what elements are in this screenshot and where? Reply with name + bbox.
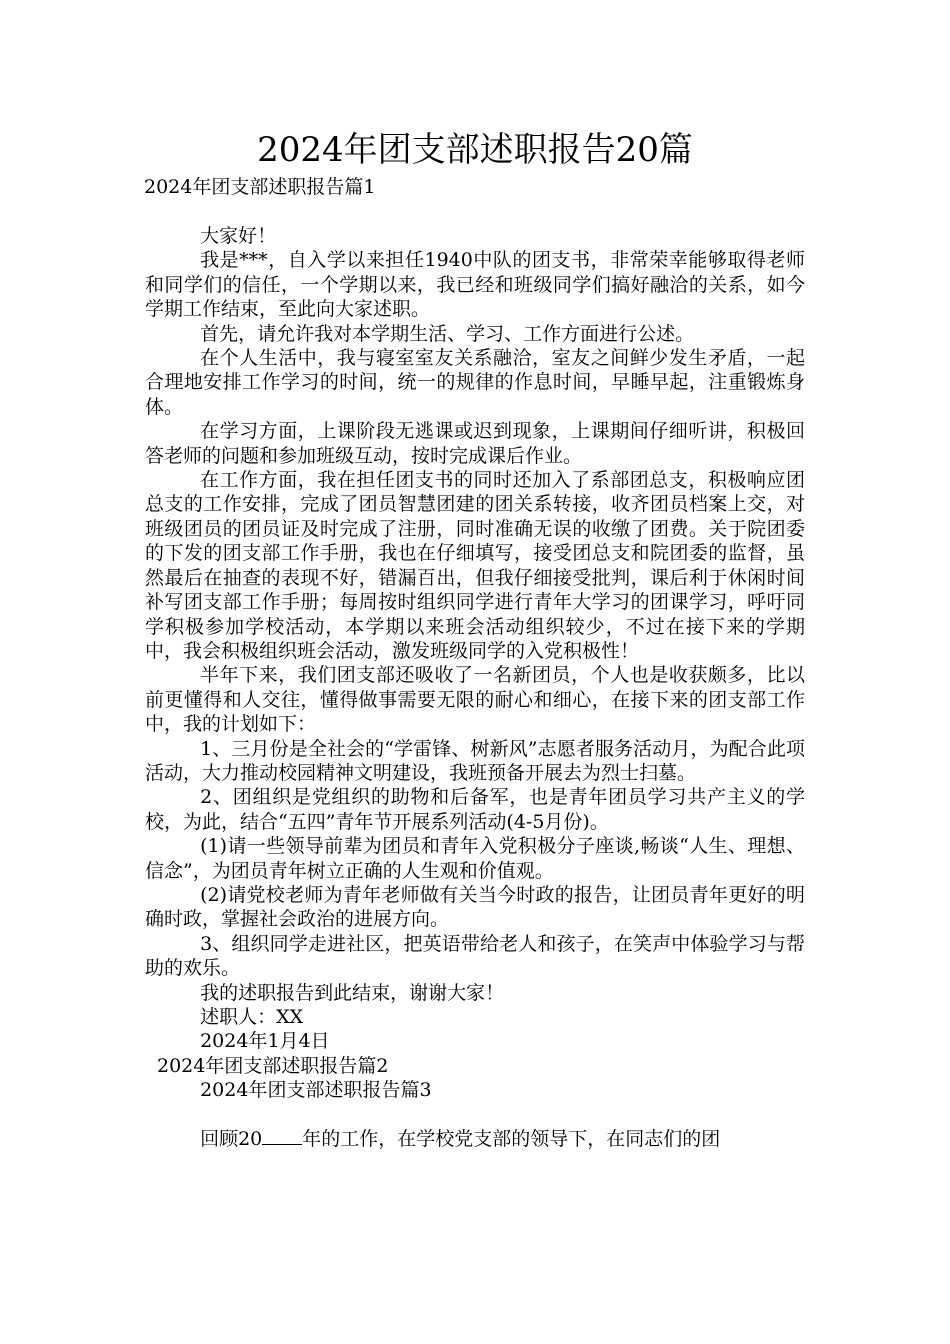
section-heading-1: 2024年团支部述职报告篇1 [144, 176, 376, 198]
document-title: 2024年团支部述职报告20篇 [257, 130, 693, 170]
paragraph-greeting: 大家好！ [200, 225, 277, 247]
paragraph-closing: 我的述职报告到此结束，谢谢大家！ [200, 981, 505, 1004]
paragraph-plan-1: 1、三月份是全社会的“学雷锋、树新风”志愿者服务活动月，为配合此项活动，大力推动校园精神文明建设，我班预备开展去为烈士扫墓。 [145, 737, 805, 784]
section-heading-2: 2024年团支部述职报告篇2 [157, 1054, 389, 1077]
paragraph-date: 2024年1月4日 [200, 1030, 330, 1053]
section-heading-3: 2024年团支部述职报告篇3 [200, 1079, 432, 1102]
review-start: 回顾20 [200, 1127, 263, 1150]
paragraph-plan-2-1: (1)请一些领导前辈为团员和青年入党积极分子座谈,畅谈“人生、理想、信念”，为团员青年树立正确的人生观和价值观。 [145, 835, 805, 882]
paragraph-overview: 首先，请允许我对本学期生活、学习、工作方面进行公述。 [200, 322, 695, 345]
paragraph-plan-3: 3、组织同学走进社区，把英语带给老人和孩子，在笑声中体验学习与帮助的欢乐。 [145, 932, 805, 980]
blank-underline [262, 1130, 302, 1145]
paragraph-review [145, 1127, 805, 1151]
paragraph-intro: 我是***，自入学以来担任1940中队的团支书，非常荣幸能够取得老师和同学们的信任，一个学期以来，我已经和班级同学们搞好融洽的关系，如今学期工作结束，至此向大家述职。 [145, 249, 805, 321]
paragraph-plan-2-2: (2)请党校老师为青年老师做有关当今时政的报告，让团员青年更好的明确时政，掌握社会政治的进展方向。 [145, 883, 805, 931]
paragraph-study: 在学习方面，上课阶段无逃课或迟到现象，上课期间仔细听讲，积极回答老师的问题和参加班级互动，按时完成课后作业。 [145, 420, 805, 467]
paragraph-plan-2: 2、团组织是党组织的助物和后备军，也是青年团员学习共产主义的学校，为此，结合“五四”青年节开展系列活动(4-5月份)。 [145, 786, 805, 833]
paragraph-work: 在工作方面，我在担任团支书的同时还加入了系部团总支，积极响应团总支的工作安排，完成了团员智慧团建的团关系转接，收齐团员档案上交，对班级团员的团员证及时完成了注册，同时准确无误的收缴了团费。关于院团委的下发的团支部工作手册，我也在仔细填写，接受团总支和院团委的监督，虽然最后在抽查的表现不好，错漏百出，但我仔细接受批判，课后利于休闲时间补写团支部工作手册；每周按时组织同学进行青年大学习的团课学习，呼吁同学积极参加学校活动，本学期以来班会活动组织较少，不过在接下来的学期中，我会积极组织班会活动，激发班级同学的入党积极性！ [145, 469, 805, 662]
document-body [145, 224, 805, 1151]
review-end: 年的工作，在学校党支部的领导下，在同志们的团 [302, 1127, 721, 1150]
paragraph-signature: 述职人：XX [200, 1006, 304, 1028]
blank-line [145, 1103, 805, 1127]
paragraph-summary: 半年下来，我们团支部还吸收了一名新团员，个人也是收获颇多，比以前更懂得和人交往，懂得做事需要无限的耐心和细心，在接下来的团支部工作中，我的计划如下： [145, 664, 805, 736]
paragraph-life: 在个人生活中，我与寝室室友关系融洽，室友之间鲜少发生矛盾，一起合理地安排工作学习的时间，统一的规律的作息时间，早睡早起，注重锻炼身体。 [145, 347, 805, 418]
